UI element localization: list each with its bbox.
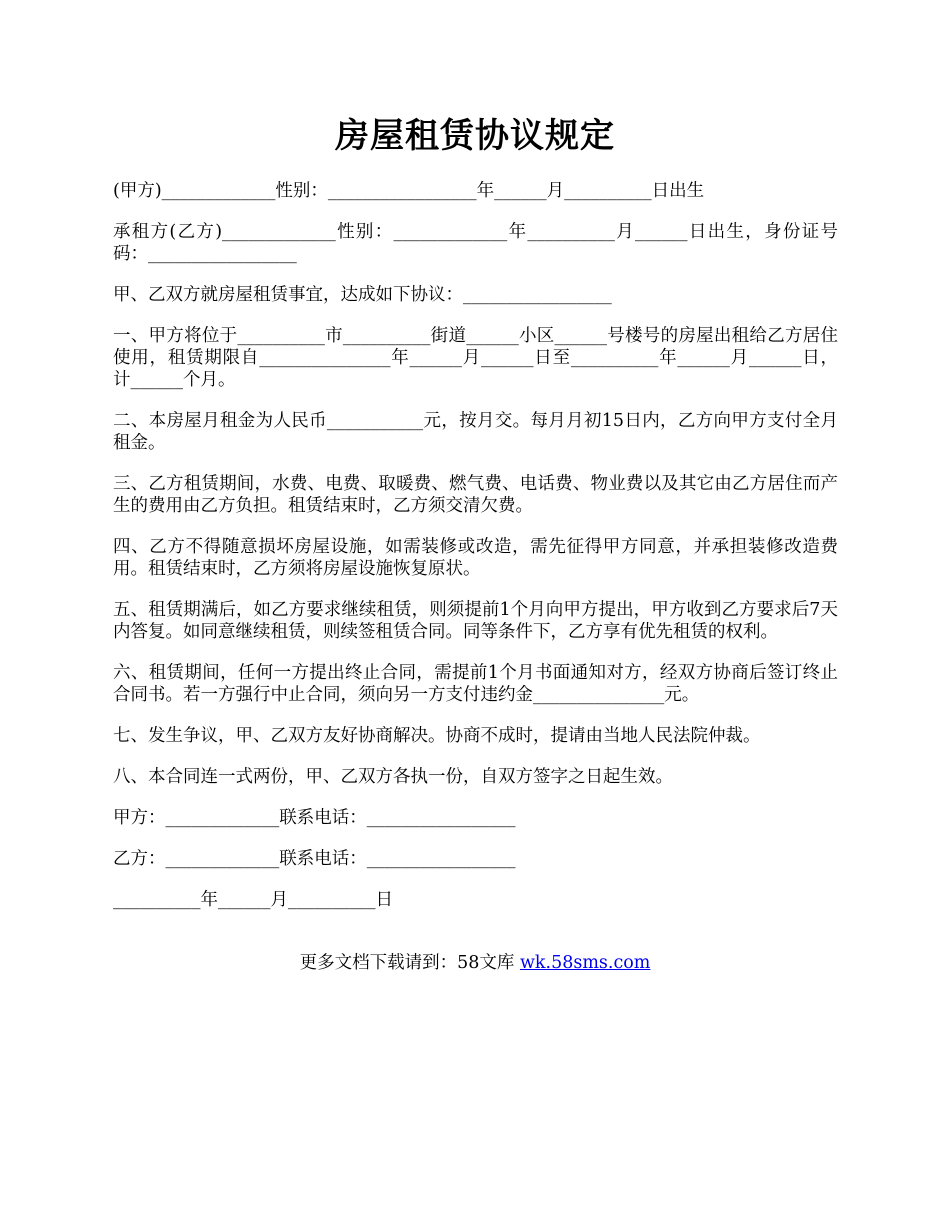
document-body <box>113 180 838 930</box>
download-footer <box>0 952 950 974</box>
clause-7: 七、发生争议，甲、乙双方友好协商解决。协商不成时，提请由当地人民法院仲裁。 <box>113 726 761 746</box>
footer-text: 更多文档下载请到：58文库 <box>299 953 520 973</box>
site-link[interactable]: wk.58sms.com <box>519 953 651 973</box>
signature-party-a: 甲方：_____________联系电话：_________________ <box>113 808 516 828</box>
clause-1: 一、甲方将位于__________市__________街道______小区______号楼号的房屋出租给乙方居住使用，租赁期限自_______________年______月______日至__________年______月______日，计______个月。 <box>113 326 838 390</box>
signature-party-b: 乙方：_____________联系电话：_________________ <box>113 849 516 869</box>
clause-8: 八、本合同连一式两份，甲、乙双方各执一份，自双方签字之日起生效。 <box>113 767 673 787</box>
clause-5: 五、租赁期满后，如乙方要求继续租赁，则须提前1个月向甲方提出，甲方收到乙方要求后7天内答复。如同意继续租赁，则续签租赁合同。同等条件下，乙方享有优先租赁的权利。 <box>113 600 838 642</box>
clause-2: 二、本房屋月租金为人民币___________元，按月交。每月月初15日内，乙方向甲方支付全月租金。 <box>113 411 838 453</box>
signature-date: __________年______月__________日 <box>113 890 393 910</box>
party-a-info: (甲方)_____________性别：_________________年______月__________日出生 <box>113 181 705 201</box>
party-b-info: 承租方(乙方)_____________性别：_____________年__________月______日出生，身份证号码：_________________ <box>113 222 838 264</box>
clause-4: 四、乙方不得随意损坏房屋设施，如需装修或改造，需先征得甲方同意，并承担装修改造费用。租赁结束时，乙方须将房屋设施恢复原状。 <box>113 537 838 579</box>
clause-6: 六、租赁期间，任何一方提出终止合同，需提前1个月书面通知对方，经双方协商后签订终止合同书。若一方强行中止合同，须向另一方支付违约金_______________元。 <box>113 663 838 705</box>
clause-3: 三、乙方租赁期间，水费、电费、取暖费、燃气费、电话费、物业费以及其它由乙方居住而产生的费用由乙方负担。租赁结束时，乙方须交清欠费。 <box>113 474 838 516</box>
document-title: 房屋租赁协议规定 <box>335 116 615 156</box>
agreement-intro: 甲、乙双方就房屋租赁事宜，达成如下协议：_________________ <box>113 285 612 305</box>
